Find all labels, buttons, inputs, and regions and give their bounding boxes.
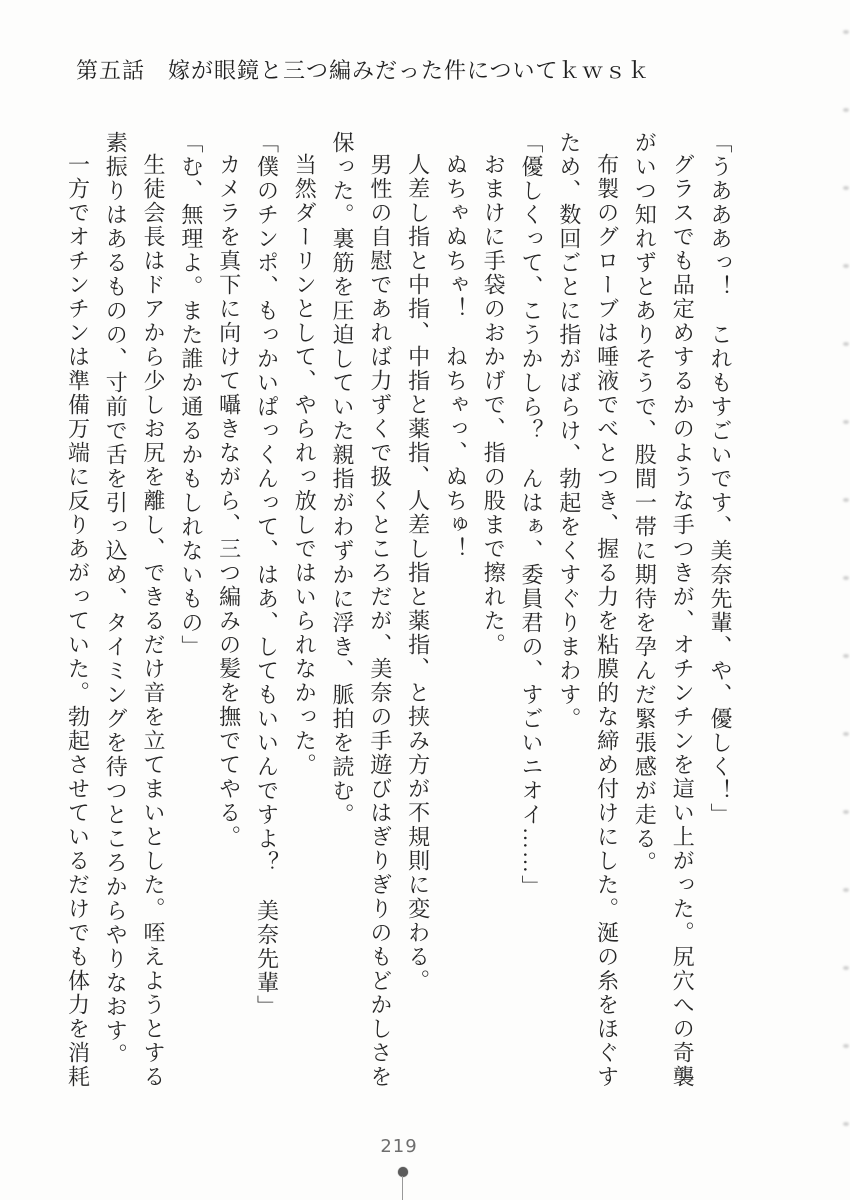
scan-smudge [843, 576, 849, 580]
text-line: 生徒会長はドアから少しお尻を離し、できるだけ音を立てまいとした。咥えようとする [141, 153, 167, 1089]
scan-smudge [843, 420, 849, 424]
text-line: 「優しくって、こうかしら？ んはぁ、委員君の、すごいニオイ……」 [519, 131, 545, 899]
text-line: がいつ知れずとありそうで、股間一帯に期待を孕んだ緊張感が走る。 [632, 131, 658, 875]
text-line: 「うあああっ！ これもすごいです、美奈先輩、や、優しく！」 [708, 131, 733, 827]
text-line: 保った。裏筋を圧迫していた親指がわずかに浮き、脈拍を読む。 [330, 131, 356, 827]
text-line: 「僕のチンポ、もっかいぱっくんって、はあ、してもいいんですよ？ 美奈先輩」 [254, 131, 280, 1019]
scan-smudge [843, 888, 849, 892]
scan-smudge [843, 654, 849, 658]
scan-smudge [843, 732, 849, 736]
scan-smudge [843, 810, 849, 814]
text-line: おまけに手袋のおかげで、指の股まで擦れた。 [481, 153, 507, 657]
chapter-title: 第五話 嫁が眼鏡と三つ編みだった件についてｋｗｓｋ [76, 58, 651, 83]
scan-smudge [843, 342, 849, 346]
scan-smudge [843, 108, 849, 112]
text-line: 人差し指と中指、中指と薬指、人差し指と薬指、と挟み方が不規則に変わる。 [405, 153, 431, 993]
binding-stem-line [402, 1176, 403, 1200]
text-line: 男性の自慰であれば力ずくで扱くところだが、美奈の手遊びはぎりぎりのもどかしさを [367, 153, 393, 1089]
text-line: 素振りはあるものの、寸前で舌を引っ込め、タイミングを待つところからやりなおす。 [103, 131, 129, 1067]
page-number: 219 [380, 1136, 418, 1157]
scan-smudge [843, 264, 849, 268]
text-line: カメラを真下に向けて囁きながら、三つ編みの髪を撫でてやる。 [216, 153, 242, 849]
text-line: 当然ダーリンとして、やられっ放しではいられなかった。 [292, 153, 318, 777]
scan-smudge [843, 186, 849, 190]
binding-dot [398, 1167, 408, 1177]
text-line: ため、数回ごとに指がばらけ、勃起をくすぐりまわす。 [556, 131, 582, 731]
scan-smudge [843, 1044, 849, 1048]
scan-smudge [843, 30, 849, 34]
text-line: 「む、無理よ。また誰か通るかもしれないもの」 [178, 131, 204, 659]
scan-smudge [843, 498, 849, 502]
text-columns [59, 131, 739, 1107]
scan-smudge [843, 1122, 849, 1126]
scan-smudge [843, 966, 849, 970]
text-line: 一方でオチンチンは準備万端に反りあがっていた。勃起させているだけでも体力を消耗 [65, 153, 91, 1089]
text-line: グラスでも品定めするかのような手つきが、オチンチンを這い上がった。尻穴への奇襲 [670, 153, 696, 1089]
text-line: 布製のグローブは唾液でべとつき、握る力を粘膜的な締め付けにした。涎の糸をほぐす [594, 153, 620, 1089]
text-line: ぬちゃぬちゃ！ ねちゃっ、ぬちゅ！ [443, 153, 469, 561]
